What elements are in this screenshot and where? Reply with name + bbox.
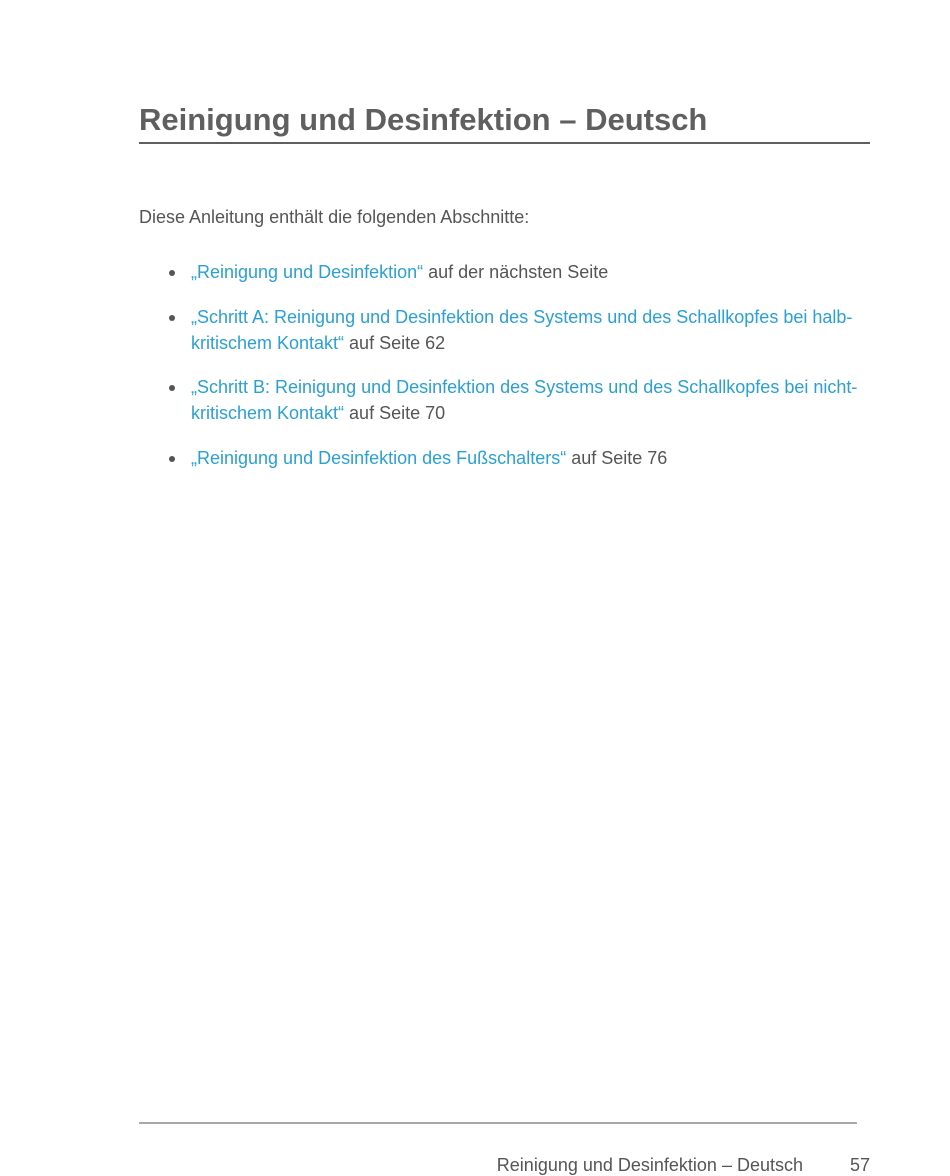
page-number: 57 (849, 1155, 870, 1175)
bullet-icon (169, 385, 175, 391)
footer-title: Reinigung und Desinfektion – Deutsch (496, 1155, 803, 1175)
section-list-item (139, 304, 864, 356)
section-link-cleaning[interactable]: „Reinigung und Desinfektion“ (191, 262, 424, 282)
section-page-ref: auf der nächsten Seite (423, 262, 609, 282)
bullet-icon (169, 270, 175, 276)
intro-text: Diese Anleitung enthält die folgenden Abschnitte: (139, 207, 530, 227)
section-link-step-a[interactable]: „Schritt A: Reinigung und Desinfektion des Systems und des Schallkopfes bei halb-kritischem Kontakt“ (191, 306, 853, 353)
section-list (139, 259, 864, 489)
page-title: Reinigung und Desinfektion – Deutsch (139, 100, 870, 144)
section-page-ref: auf Seite 62 (344, 332, 446, 353)
section-page-ref: auf Seite 70 (344, 403, 446, 423)
bullet-icon (169, 315, 175, 321)
section-page-ref: auf Seite 76 (566, 447, 668, 468)
section-link-footswitch[interactable]: „Reinigung und Desinfektion des Fußschalters“ (191, 447, 567, 468)
section-list-item (139, 259, 864, 285)
footer-divider (139, 1122, 857, 1124)
section-link-step-b[interactable]: „Schritt B: Reinigung und Desinfektion des Systems und des Schallkopfes bei nicht-kritischem Kontakt“ (191, 377, 858, 423)
bullet-icon (169, 456, 175, 462)
section-list-item (139, 374, 864, 426)
section-list-item (139, 445, 864, 471)
